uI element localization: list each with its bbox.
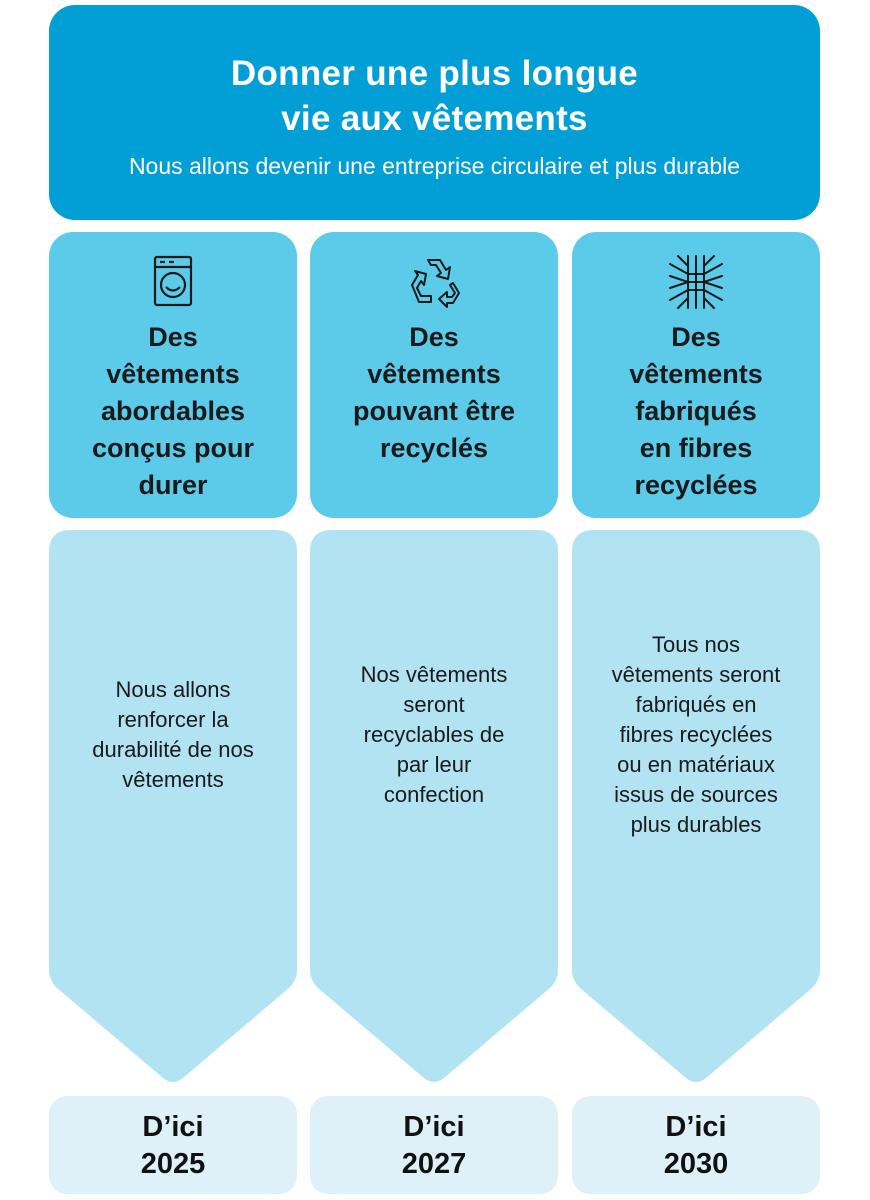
description-line: recyclables de <box>363 722 505 747</box>
goal-title-line: vêtements <box>367 359 501 389</box>
goal-description <box>586 630 806 840</box>
deadline-block <box>310 1096 558 1194</box>
goal-card <box>572 232 820 518</box>
goal-title-line: recyclés <box>379 433 489 463</box>
description-line: Nos vêtements <box>360 662 508 687</box>
goal-title-line: Des <box>409 322 459 352</box>
header-banner <box>49 5 820 220</box>
goal-title <box>582 319 810 504</box>
fibers-icon <box>666 252 726 312</box>
title-line: Donner une plus longue <box>230 54 639 93</box>
deadline-block <box>49 1096 297 1194</box>
description-line: seront <box>403 692 465 717</box>
goal-description <box>324 660 544 810</box>
description-arrow <box>310 530 558 1086</box>
description-line: Nous allons <box>115 677 231 702</box>
title-line: vie aux vêtements <box>281 99 588 138</box>
page-subtitle: Nous allons devenir une entreprise circulaire et plus durable <box>128 153 741 179</box>
recycle-icon <box>404 252 464 312</box>
goal-title-line: en fibres <box>639 433 753 463</box>
goal-title-line: vêtements <box>106 359 240 389</box>
goal-title-line: vêtements <box>629 359 763 389</box>
description-line: vêtements seront <box>611 662 781 687</box>
description-line: fibres recyclées <box>619 722 773 747</box>
arrow-shape <box>49 530 297 1086</box>
goal-card <box>310 232 558 518</box>
deadline-label: D’ici <box>403 1111 465 1143</box>
washing-machine-icon <box>143 252 203 312</box>
deadline-label: D’ici <box>665 1111 727 1143</box>
goal-title-line: recyclées <box>634 470 758 500</box>
goal-card <box>49 232 297 518</box>
description-line: durabilité de nos <box>92 737 254 762</box>
description-line: plus durables <box>630 812 762 837</box>
goal-title-line: abordables <box>100 396 246 426</box>
goal-title-line: Des <box>148 322 198 352</box>
page-title <box>49 51 820 141</box>
goal-title-line: conçus pour <box>91 433 254 463</box>
description-line: vêtements <box>122 767 224 792</box>
goal-description <box>63 675 283 795</box>
description-line: Tous nos <box>651 632 741 657</box>
description-line: fabriqués en <box>635 692 757 717</box>
goal-title-line: Des <box>671 322 721 352</box>
deadline-block <box>572 1096 820 1194</box>
goal-title <box>59 319 287 504</box>
goal-title-line: pouvant être <box>352 396 516 426</box>
deadline-year: 2030 <box>663 1148 729 1180</box>
deadline-year: 2025 <box>140 1148 206 1180</box>
goal-title <box>320 319 548 467</box>
description-arrow <box>49 530 297 1086</box>
description-line: confection <box>383 782 485 807</box>
description-line: par leur <box>396 752 472 777</box>
goal-title-line: fabriqués <box>635 396 757 426</box>
description-line: ou en matériaux <box>617 752 775 777</box>
description-arrow <box>572 530 820 1086</box>
goal-title-line: durer <box>138 470 208 500</box>
deadline-label: D’ici <box>142 1111 204 1143</box>
description-line: issus de sources <box>614 782 778 807</box>
description-line: renforcer la <box>117 707 229 732</box>
deadline-year: 2027 <box>401 1148 467 1180</box>
